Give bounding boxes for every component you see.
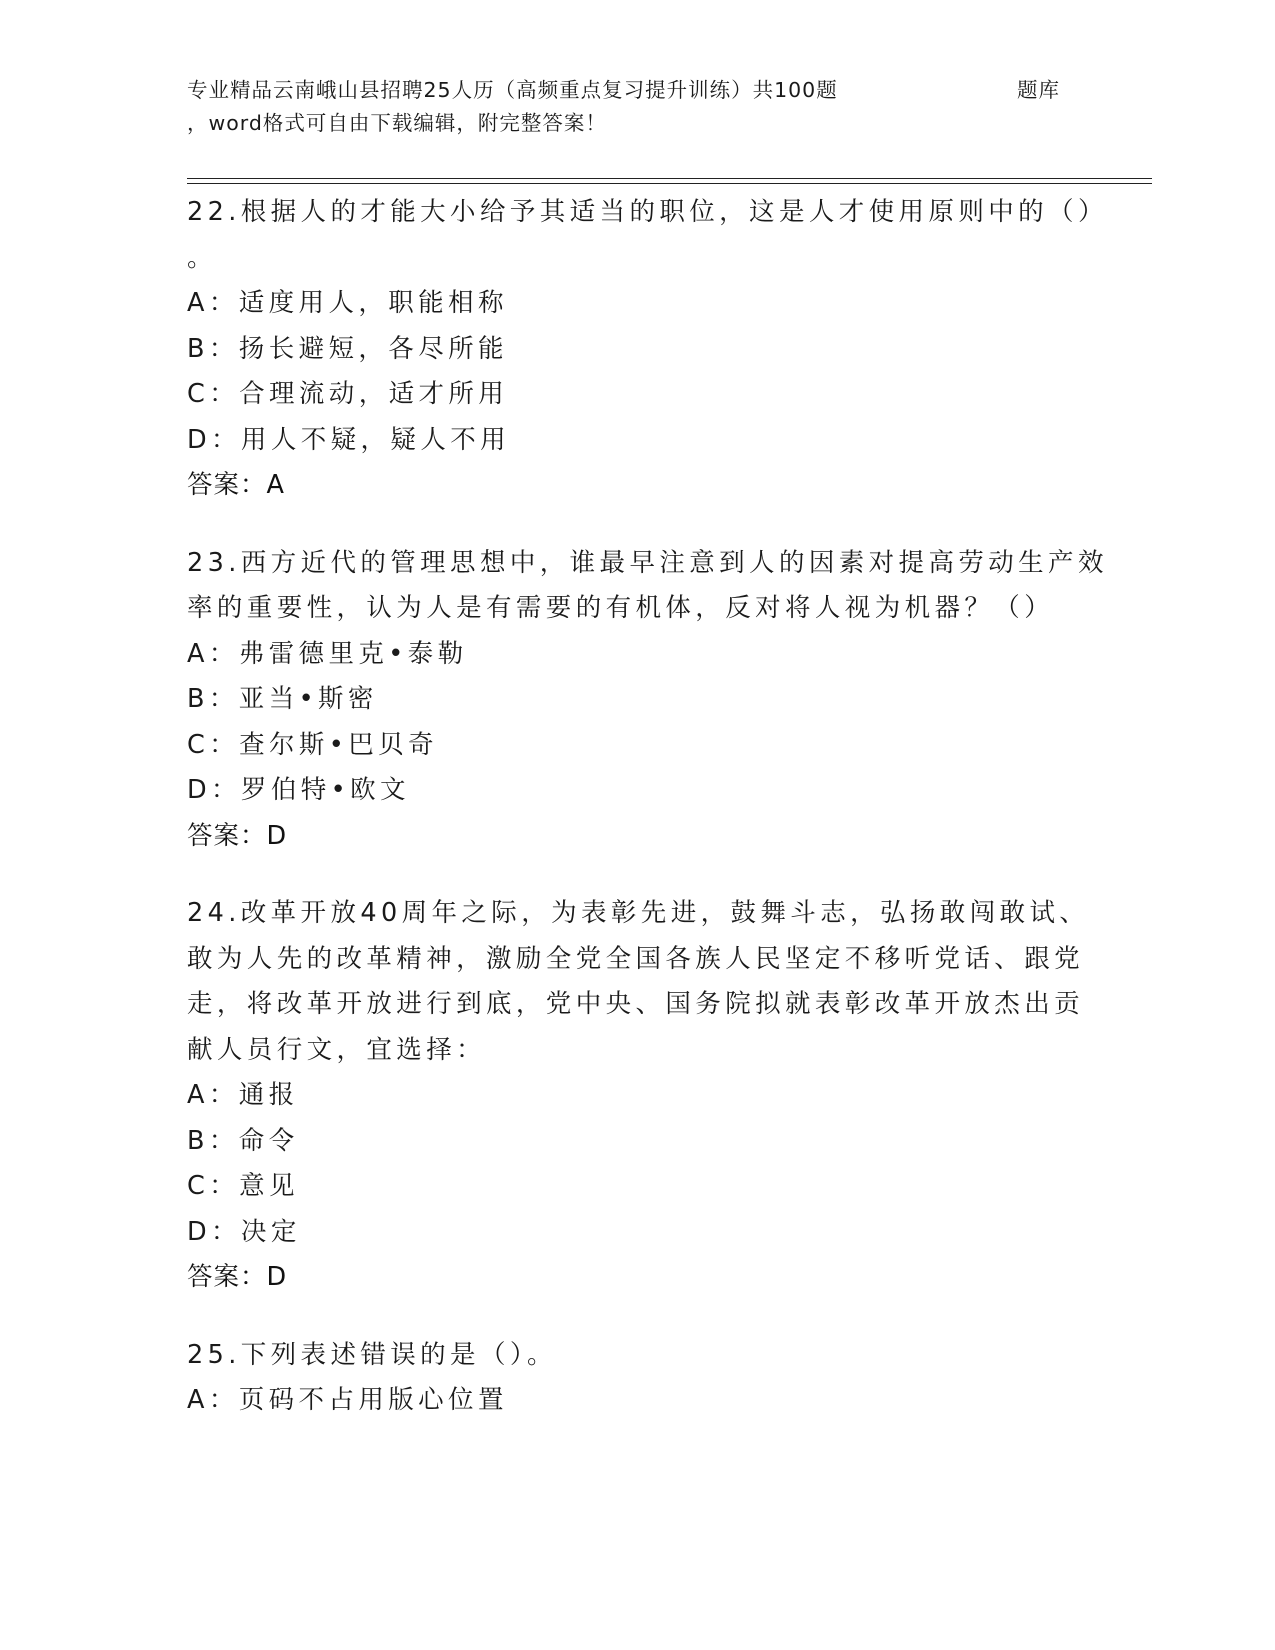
option-a: A：通报 (187, 1080, 299, 1110)
answer-line: 答案：D (187, 1262, 288, 1292)
document-header (187, 74, 1067, 140)
question-23 (187, 541, 1108, 860)
option-c: C：查尔斯•巴贝奇 (187, 729, 438, 760)
option-a: A：适度用人，职能相称 (187, 288, 508, 318)
question-list (187, 190, 1108, 1456)
question-text-line: 走，将改革开放进行到底，党中央、国务院拟就表彰改革开放杰出贡 (187, 989, 1085, 1019)
answer-line: 答案：A (187, 470, 285, 500)
option-d: D：罗伯特•欧文 (187, 775, 410, 805)
question-text-line: 。 (187, 242, 217, 273)
question-text-line: 率的重要性，认为人是有需要的有机体，反对将人视为机器？（） (187, 593, 1055, 623)
question-text-line: 22.根据人的才能大小给予其适当的职位，这是人才使用原则中的（） (187, 197, 1108, 227)
option-c: C：意见 (187, 1171, 299, 1201)
question-text-line: 23.西方近代的管理思想中，谁最早注意到人的因素对提高劳动生产效 (187, 547, 1108, 578)
header-line-2: ，word格式可自由下载编辑，附完整答案！ (187, 111, 607, 135)
option-b: B：扬长避短，各尽所能 (187, 333, 508, 364)
option-c: C：合理流动，适才所用 (187, 379, 509, 409)
option-a: A：弗雷德里克•泰勒 (187, 638, 468, 669)
question-text-line: 24.改革开放40周年之际，为表彰先进，鼓舞斗志，弘扬敢闯敢试、 (187, 898, 1090, 928)
option-b: B：命令 (187, 1125, 299, 1156)
header-title: 专业精品云南峨山县招聘25人历（高频重点复习提升训练）共100题 (187, 78, 838, 102)
option-b: B：亚当•斯密 (187, 684, 378, 714)
question-24 (187, 891, 1090, 1301)
header-line-1 (187, 74, 1067, 107)
option-a: A：页码不占用版心位置 (187, 1385, 508, 1415)
option-d: D：用人不疑，疑人不用 (187, 424, 511, 455)
question-text-line: 敢为人先的改革精神，激励全党全国各族人民坚定不移听党话、跟党 (187, 943, 1085, 974)
header-divider-bottom (187, 183, 1152, 184)
answer-line: 答案：D (187, 820, 288, 851)
option-d: D：决定 (187, 1216, 301, 1247)
question-text-line: 献人员行文，宜选择： (187, 1034, 487, 1065)
question-22 (187, 190, 1108, 509)
header-divider-top (187, 178, 1152, 179)
question-25 (187, 1333, 1087, 1424)
question-text-line: 25.下列表述错误的是（）。 (187, 1339, 557, 1370)
header-title-right: 题库 (1017, 78, 1060, 102)
